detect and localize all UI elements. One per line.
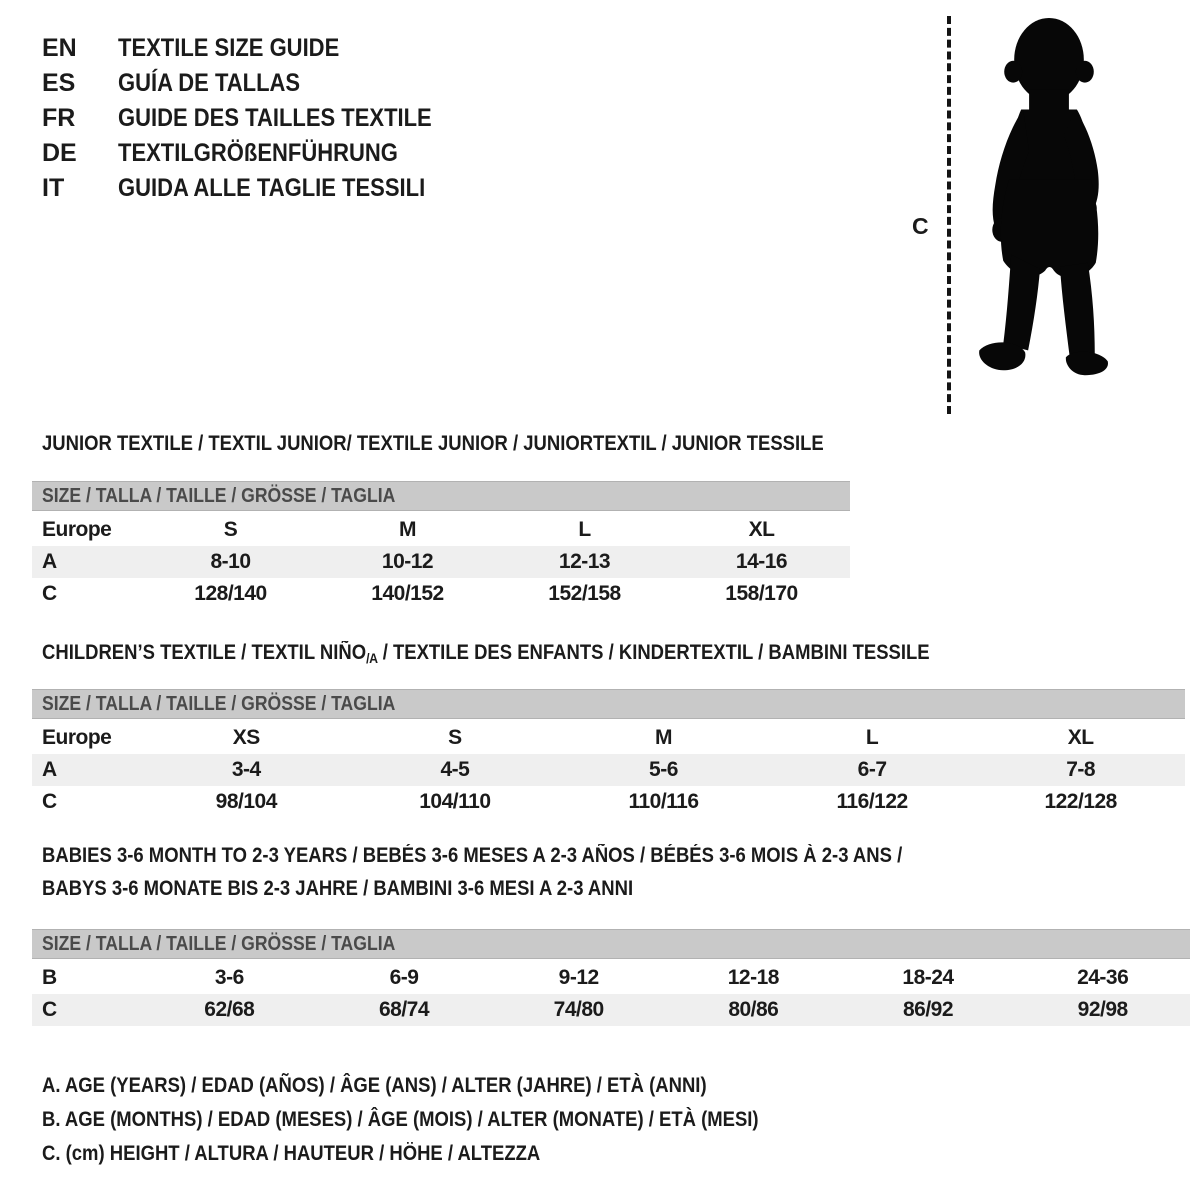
row-label: B [42, 966, 57, 989]
table-cell: 62/68 [204, 998, 255, 1021]
table-header-bar [32, 481, 850, 511]
table-cell: S [223, 518, 238, 541]
table-row [32, 754, 1185, 786]
table-header-text: SIZE / TALLA / TAILLE / GRÖSSE / TAGLIA [42, 692, 396, 715]
table-cell: 128/140 [194, 582, 267, 605]
section-title-junior [42, 433, 930, 455]
table-cell: 122/128 [1044, 790, 1117, 813]
legend-line-c [42, 1137, 856, 1171]
section-title-children [42, 642, 1051, 665]
guide-title: GUÍA DE TALLAS [118, 69, 301, 97]
language-row [42, 136, 475, 171]
table-header-text: SIZE / TALLA / TAILLE / GRÖSSE / TAGLIA [42, 484, 396, 507]
table-cell: 8-10 [210, 550, 251, 573]
table-cell: 7-8 [1066, 758, 1096, 781]
table-cell: 10-12 [381, 550, 434, 573]
table-cell: 9-12 [558, 966, 599, 989]
language-code: FR [42, 104, 76, 132]
guide-title: TEXTILGRÖßENFÜHRUNG [118, 139, 398, 167]
table-cell: XL [1067, 726, 1094, 749]
table-header-bar [32, 929, 1190, 959]
height-dashed-line [947, 16, 951, 414]
guide-title: TEXTILE SIZE GUIDE [118, 34, 340, 62]
height-measure-label: C [912, 213, 929, 239]
row-label: Europe [42, 726, 112, 749]
row-label: Europe [42, 518, 112, 541]
table-cell: 3-6 [214, 966, 244, 989]
language-code: DE [42, 139, 77, 167]
section-title-text: JUNIOR TEXTILE / TEXTIL JUNIOR/ TEXTILE JUNIOR / JUNIORTEXTIL / JUNIOR TESSILE [42, 432, 824, 455]
section-title-babies-line1 [42, 845, 1020, 867]
table-cell: XL [748, 518, 775, 541]
language-row [42, 101, 475, 136]
legend-text: B. AGE (MONTHS) / EDAD (MESES) / ÂGE (MOIS) / ALTER (MONATE) / ETÀ (MESI) [42, 1108, 759, 1131]
language-row [42, 66, 475, 101]
table-cell: M [399, 518, 416, 541]
section-title-text: BABIES 3-6 MONTH TO 2-3 YEARS / BEBÉS 3-6 MESES A 2-3 AÑOS / BÉBÉS 3-6 MOIS À 2-3 ANS / [42, 844, 903, 867]
table-cell: XS [232, 726, 260, 749]
guide-title: GUIDE DES TAILLES TEXTILE [118, 104, 432, 132]
table-cell: 80/86 [728, 998, 779, 1021]
language-code: ES [42, 69, 76, 97]
table-row [32, 994, 1190, 1026]
table-cell: S [448, 726, 462, 749]
table-cell: 152/158 [548, 582, 621, 605]
table-row [32, 722, 1185, 754]
table-cell: L [865, 726, 879, 749]
table-cell: 18-24 [902, 966, 954, 989]
section-title-text: BABYS 3-6 MONATE BIS 2-3 JAHRE / BAMBINI 3-6 MESI A 2-3 ANNI [42, 877, 634, 900]
legend-text: A. AGE (YEARS) / EDAD (AÑOS) / ÂGE (ANS) / ALTER (JAHRE) / ETÀ (ANNI) [42, 1074, 707, 1097]
table-cell: 4-5 [440, 758, 470, 781]
table-header-bar [32, 689, 1185, 719]
row-label: C [42, 582, 57, 605]
section-title-babies-line2 [42, 878, 714, 900]
language-code: IT [42, 174, 65, 202]
nino-a-subscript: /A [366, 650, 378, 666]
table-cell: 104/110 [419, 790, 491, 813]
table-cell: M [654, 726, 672, 749]
table-row [32, 578, 850, 610]
guide-title: GUIDA ALLE TAGLIE TESSILI [118, 174, 426, 202]
table-cell: 92/98 [1077, 998, 1128, 1021]
table-cell: 140/152 [371, 582, 444, 605]
table-cell: 68/74 [378, 998, 430, 1021]
babies-size-table [32, 929, 1190, 1026]
table-cell: 6-9 [389, 966, 419, 989]
section-title-text: CHILDREN’S TEXTILE / TEXTIL NIÑO/A / TEXTILE DES ENFANTS / KINDERTEXTIL / BAMBINI TESSILE [42, 641, 930, 666]
toddler-silhouette-image [960, 10, 1140, 418]
table-cell: 3-4 [231, 758, 261, 781]
table-row [32, 514, 850, 546]
row-label: C [42, 790, 57, 813]
table-cell: L [578, 518, 591, 541]
table-cell: 74/80 [553, 998, 604, 1021]
row-label: C [42, 998, 57, 1021]
language-title-list [42, 31, 475, 206]
table-cell: 116/122 [836, 790, 908, 813]
table-cell: 110/116 [628, 790, 699, 813]
language-row [42, 171, 475, 206]
measure-legend [42, 1069, 856, 1171]
legend-line-b [42, 1103, 856, 1137]
row-label: A [42, 758, 57, 781]
table-cell: 86/92 [902, 998, 954, 1021]
table-row [32, 962, 1190, 994]
legend-text: C. (cm) HEIGHT / ALTURA / HAUTEUR / HÖHE / ALTEZZA [42, 1142, 541, 1165]
table-cell: 98/104 [215, 790, 277, 813]
table-cell: 14-16 [735, 550, 788, 573]
table-cell: 12-18 [727, 966, 779, 989]
table-cell: 158/170 [725, 582, 798, 605]
table-cell: 12-13 [558, 550, 611, 573]
table-row [32, 546, 850, 578]
table-header-text: SIZE / TALLA / TAILLE / GRÖSSE / TAGLIA [42, 932, 396, 955]
row-label: A [42, 550, 57, 573]
language-row [42, 31, 475, 66]
table-row [32, 786, 1185, 818]
table-cell: 5-6 [649, 758, 678, 781]
language-code: EN [42, 34, 77, 62]
table-cell: 24-36 [1077, 966, 1129, 989]
legend-line-a [42, 1069, 856, 1103]
junior-size-table [32, 481, 850, 610]
table-cell: 6-7 [857, 758, 887, 781]
children-size-table [32, 689, 1185, 818]
